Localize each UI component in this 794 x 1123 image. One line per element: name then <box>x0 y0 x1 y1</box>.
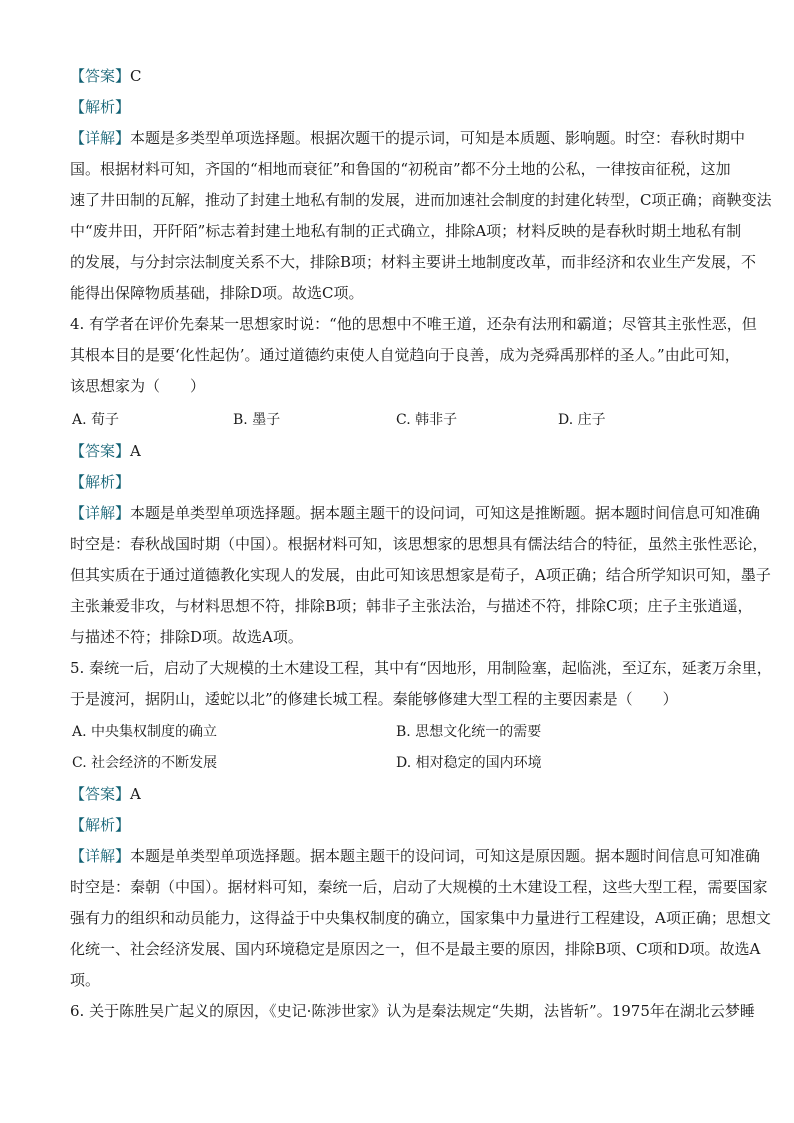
q5-option-d: D. 相对稳定的国内环境 <box>396 755 542 771</box>
q4-stem-line: 该思想家为（ ） <box>70 377 206 395</box>
q4-option-b: B. 墨子 <box>233 412 281 428</box>
q4-detail-line <box>70 503 760 523</box>
q3-detail-line: 的发展，与分封宗法制度关系不大，排除B项；材料主要讲土地制度改革，而非经济和农业生产发展，不 <box>70 253 757 271</box>
analysis-tag: 解析 <box>85 473 116 491</box>
q5-detail-line <box>70 846 760 866</box>
q4-option-c: C. 韩非子 <box>396 412 458 428</box>
q3-analysis-heading: 【解析】 <box>70 98 131 116</box>
q5-detail-line: 化统一、社会经济发展、国内环境稳定是原因之一，但不是最主要的原因，排除B项、C项和D项。故选A <box>70 940 761 958</box>
q5-option-b: B. 思想文化统一的需要 <box>396 724 542 740</box>
answer-tag: 【答案】 <box>70 67 131 85</box>
detail-text: 本题是单类型单项选择题。据本题主题干的设问词，可知这是原因题。据本题时间信息可知准确 <box>130 847 761 865</box>
q3-detail-line: 速了井田制的瓦解，推动了封建土地私有制的发展，进而加速社会制度的封建化转型，C项正确；商鞅变法 <box>70 191 772 209</box>
q5-detail-line: 强有力的组织和动员能力，这得益于中央集权制度的确立，国家集中力量进行工程建设，A项正确；思想文 <box>70 909 771 927</box>
detail-text: 本题是单类型单项选择题。据本题主题干的设问词，可知这是推断题。据本题时间信息可知准确 <box>130 504 761 522</box>
q5-stem-line: 于是渡河，据阴山，逶蛇以北”的修建长城工程。秦能够修建大型工程的主要因素是（ ） <box>70 690 678 708</box>
q5-detail-line: 项。 <box>70 971 101 989</box>
q4-option-a: A. 荀子 <box>72 412 120 428</box>
q5-option-a: A. 中央集权制度的确立 <box>72 724 218 740</box>
q4-option-d: D. 庄子 <box>558 412 606 428</box>
q3-answer <box>70 66 142 86</box>
answer-value: A <box>130 442 141 460</box>
q4-detail-line: 与描述不符；排除D项。故选A项。 <box>70 628 303 646</box>
q3-detail-line <box>70 128 745 148</box>
answer-tag: 【答案】 <box>70 785 131 803</box>
detail-tag: 【详解】 <box>70 129 131 147</box>
q6-stem-line: 6. 关于陈胜吴广起义的原因，《史记·陈涉世家》认为是秦法规定“失期，法皆斩”。1975年在湖北云梦睡 <box>70 1002 755 1020</box>
answer-tag: 【答案】 <box>70 442 131 460</box>
q4-detail-line: 主张兼爱非攻，与材料思想不符，排除B项；韩非子主张法治，与描述不符，排除C项；庄子主张逍遥， <box>70 597 753 615</box>
q3-detail-line: 中“废井田，开阡陌”标志着封建土地私有制的正式确立，排除A项；材料反映的是春秋时期土地私有制 <box>70 222 742 240</box>
q3-detail-line: 国。根据材料可知，齐国的“相地而衰征”和鲁国的“初税亩”都不分土地的公私，一律按亩征税，这加 <box>70 160 731 178</box>
q5-stem-line: 5. 秦统一后，启动了大规模的土木建设工程，其中有“因地形，用制险塞，起临洮，至辽东，延袤万余里， <box>70 659 772 677</box>
detail-text: 本题是多类型单项选择题。根据次题干的提示词，可知是本质题、影响题。时空：春秋时期中 <box>130 129 746 147</box>
q3-detail-line: 能得出保障物质基础，排除D项。故选C项。 <box>70 284 364 302</box>
q5-option-c: C. 社会经济的不断发展 <box>72 755 218 771</box>
q5-answer <box>70 784 141 804</box>
detail-tag: 【详解】 <box>70 504 131 522</box>
q4-stem-line: 其根本目的是要‘化性起伪’。通过道德约束使人自觉趋向于良善，成为尧舜禹那样的圣人。”由此可知， <box>70 346 740 364</box>
q5-detail-line: 时空是：秦朝（中国）。据材料可知，秦统一后，启动了大规模的土木建设工程，这些大型工程，需要国家 <box>70 878 768 896</box>
q4-detail-line: 时空是：春秋战国时期（中国）。根据材料可知，该思想家的思想具有儒法结合的特征，虽然主张性恶论， <box>70 535 768 553</box>
q4-analysis-heading: 【解析】 <box>70 473 131 491</box>
q5-analysis-heading: 【解析】 <box>70 816 131 834</box>
q4-detail-line: 但其实质在于通过道德教化实现人的发展，由此可知该思想家是荀子，A项正确；结合所学知识可知，墨子 <box>70 566 771 584</box>
analysis-tag: 解析 <box>85 816 116 834</box>
q4-answer <box>70 441 141 461</box>
detail-tag: 【详解】 <box>70 847 131 865</box>
answer-value: C <box>130 67 142 85</box>
analysis-tag: 解析 <box>85 98 116 116</box>
q4-stem-line: 4. 有学者在评价先秦某一思想家时说：“他的思想中不唯王道，还杂有法刑和霸道；尽管其主张性恶，但 <box>70 315 757 333</box>
answer-value: A <box>130 785 141 803</box>
